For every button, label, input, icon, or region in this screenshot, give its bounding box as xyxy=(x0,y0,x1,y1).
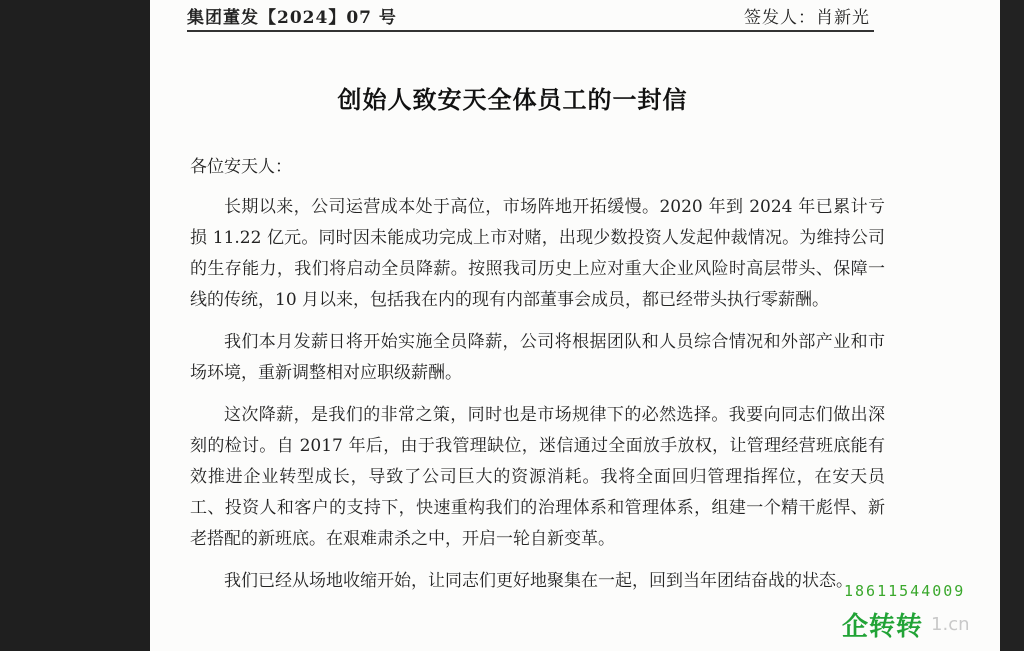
salutation: 各位安天人： xyxy=(190,157,292,177)
left-dark-margin xyxy=(0,0,150,651)
paragraph-4: 我们已经从场地收缩开始，让同志们更好地聚集在一起，回到当年团结奋战的状态。 xyxy=(224,571,853,591)
document-header xyxy=(187,0,874,32)
right-dark-margin xyxy=(1000,0,1024,651)
letter-body xyxy=(190,192,885,608)
document-title: 创始人致安天全体员工的一封信 xyxy=(337,86,688,114)
document-number: 集团董发【2024】07 号 xyxy=(187,8,397,28)
watermark xyxy=(838,578,1024,651)
watermark-logo xyxy=(842,606,970,642)
watermark-phone: 18611544009 xyxy=(844,582,966,600)
paragraph-1: 长期以来，公司运营成本处于高位，市场阵地开拓缓慢。2020 年到 2024 年已累计亏损 11.22 亿元。同时因未能成功完成上市对赌，出现少数投资人发起仲裁情况。为维持公司的生存能力，我们将启动全员降薪。按照我司历史上应对重大企业风险时高层带头、保障一线的传统，10 月以来，包括我在内的现有内部董事会成员，都已经带头执行零薪酬。 xyxy=(190,197,885,310)
signer-label: 签发人：肖新光 xyxy=(744,8,870,28)
watermark-domain: 1.cn xyxy=(931,613,970,635)
paragraph-2: 我们本月发薪日将开始实施全员降薪，公司将根据团队和人员综合情况和外部产业和市场环境，重新调整相对应职级薪酬。 xyxy=(190,332,885,383)
document-page xyxy=(150,0,1000,651)
watermark-brand: 企转转 xyxy=(842,611,924,642)
paragraph-3: 这次降薪，是我们的非常之策，同时也是市场规律下的必然选择。我要向同志们做出深刻的检讨。自 2017 年后，由于我管理缺位，迷信通过全面放手放权，让管理经营班底能有效推进企业转型成长，导致了公司巨大的资源消耗。我将全面回归管理指挥位，在安天员工、投资人和客户的支持下，快速重构我们的治理体系和管理体系，组建一个精干彪悍、新老搭配的新班底。在艰难肃杀之中，开启一轮自新变革。 xyxy=(190,405,885,549)
